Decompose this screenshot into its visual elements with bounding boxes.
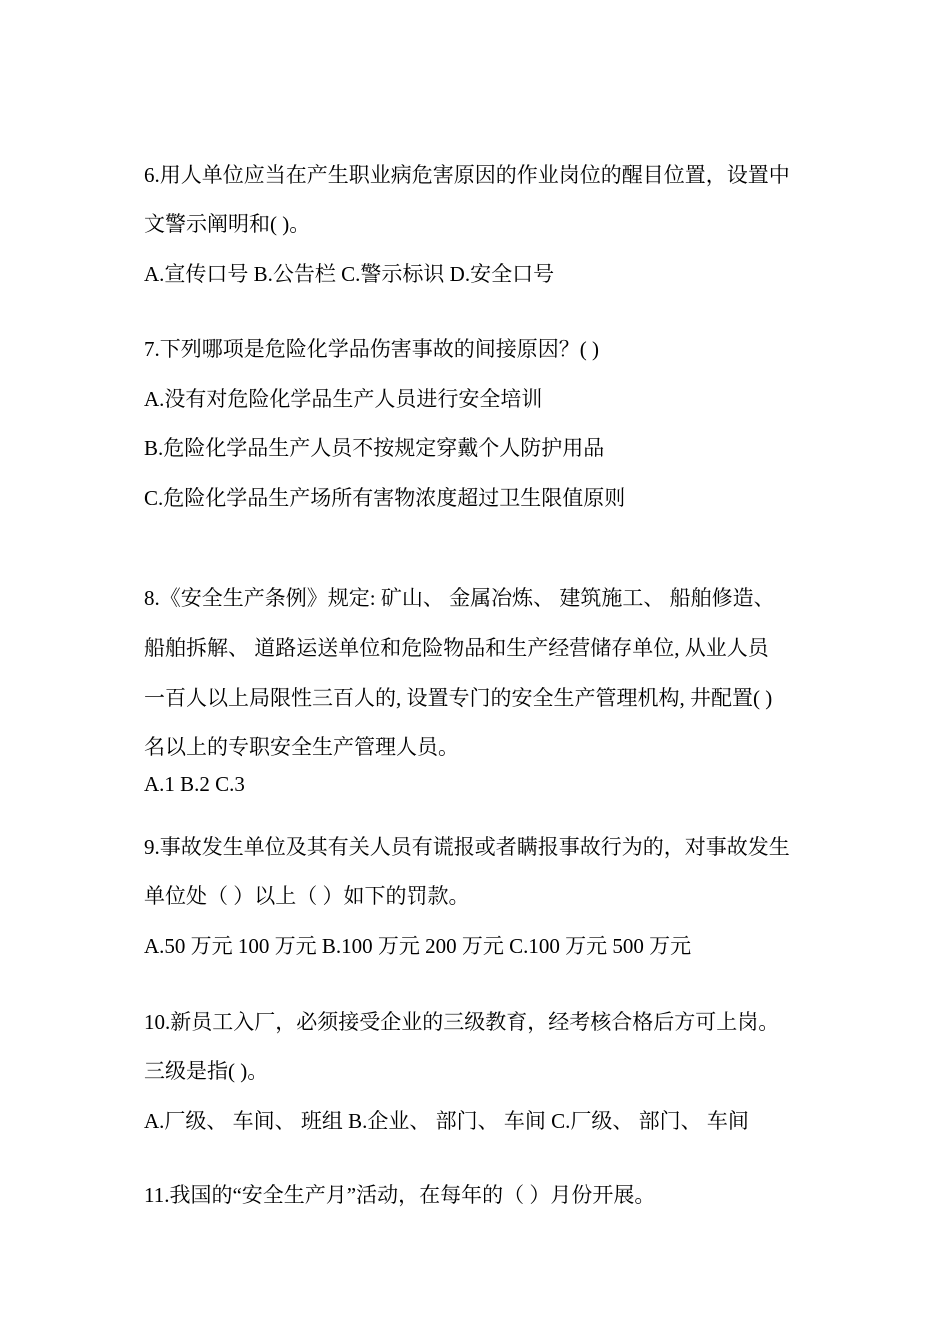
- question-6-line-1: 6.用人单位应当在产生职业病危害原因的作业岗位的醒目位置，设置中: [144, 163, 790, 187]
- question-7-option-a: A.没有对危险化学品生产人员进行安全培训: [144, 387, 543, 411]
- question-8-options: A.1 B.2 C.3: [144, 772, 245, 796]
- question-7-option-b: B.危险化学品生产人员不按规定穿戴个人防护用品: [144, 436, 605, 460]
- question-7-option-c: C.危险化学品生产场所有害物浓度超过卫生限值原则: [144, 486, 626, 510]
- question-10-line-1: 10.新员工入厂，必须接受企业的三级教育，经考核合格后方可上岗。: [144, 1010, 780, 1034]
- question-6-line-2: 文警示阐明和( )。: [144, 212, 311, 236]
- question-8-line-4: 名以上的专职安全生产管理人员。: [144, 735, 459, 759]
- question-10-line-2: 三级是指( )。: [144, 1059, 269, 1083]
- question-8-line-3: 一百人以上局限性三百人的, 设置专门的安全生产管理机构, 井配置( ): [144, 686, 773, 710]
- question-8-line-1: 8.《安全生产条例》规定: 矿山、 金属冶炼、 建筑施工、 船舶修造、: [144, 586, 775, 610]
- question-6-options: A.宣传口号 B.公告栏 C.警示标识 D.安全口号: [144, 262, 555, 286]
- question-9-options: A.50 万元 100 万元 B.100 万元 200 万元 C.100 万元 500 万元: [144, 934, 692, 958]
- question-10-options: A.厂级、 车间、 班组 B.企业、 部门、 车间 C.厂级、 部门、 车间: [144, 1109, 749, 1133]
- question-7-line-1: 7.下列哪项是危险化学品伤害事故的间接原因？( ): [144, 337, 599, 361]
- question-9-line-1: 9.事故发生单位及其有关人员有谎报或者瞒报事故行为的，对事故发生: [144, 835, 790, 859]
- question-8-line-2: 船舶拆解、 道路运送单位和危险物品和生产经营储存单位, 从业人员: [144, 636, 769, 660]
- question-11-line-1: 11.我国的“安全生产月”活动，在每年的（ ）月份开展。: [144, 1183, 656, 1207]
- question-9-line-2: 单位处（ ）以上（ ）如下的罚款。: [144, 884, 470, 908]
